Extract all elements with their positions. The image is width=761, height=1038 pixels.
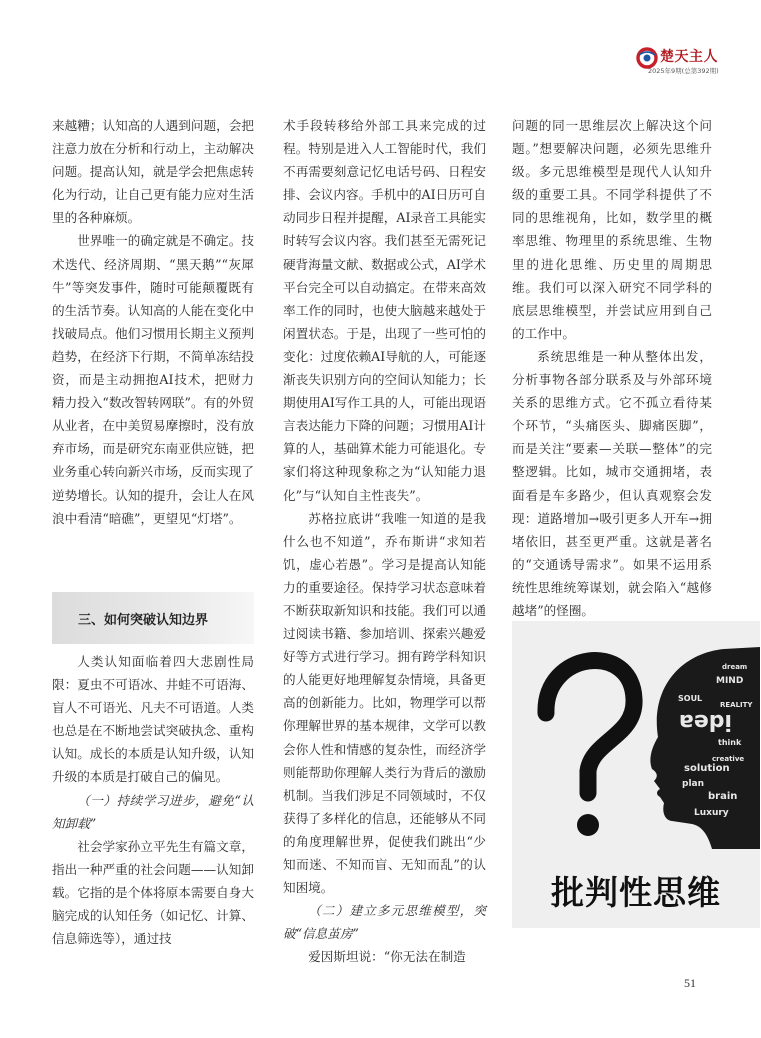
word-label: dream (722, 663, 748, 671)
subheading: （一）持续学习进步，避免“认知卸载” (52, 792, 254, 831)
word-label: brain (708, 791, 738, 802)
paragraph: 问题的同一思维层次上解决这个问题。”想要解决问题，必须先思维升级。多元思维模型是现代人认知升级的重要工具。不同学科提供了不同的思维视角，比如，数学里的概率思维、物理里的系统思维、生物里的进化思维、历史里的周期思维。我们可以深入研究不同学科的底层思维模型，并尝试应用到自己的工作中。 (512, 118, 712, 341)
paragraph: 系统思维是一种从整体出发，分析事物各部分联系及与外部环境关系的思维方式。它不孤立看待某个环节，“头痛医头、脚痛医脚”，而是关注“要素—关联—整体”的完整逻辑。比如，城市交通拥堵，表面看是车多路少，但认真观察会发现：道路增加→吸引更多人开车→拥堵依旧，甚至更严重。这就是著名的“交通诱导需求”。如果不运用系统性思维统筹谋划，就会陷入“越修越堵”的怪圈。 (512, 348, 712, 618)
column-1 (52, 114, 254, 530)
question-dot-icon (577, 814, 599, 836)
magazine-title: 楚天主人 (660, 49, 718, 65)
word-label: Luxury (694, 808, 729, 818)
section-heading-bar (52, 592, 254, 644)
word-label: creative (712, 755, 745, 763)
paragraph: 社会学家孙立平先生有篇文章，指出一种严重的社会问题——认知卸载。它指的是个体将原本需要自身大脑完成的认知任务（如记忆、计算、信息筛选等），通过技 (52, 838, 254, 947)
paragraph: 来越糟；认知高的人遇到问题，会把注意力放在分析和行动上，主动解决问题。提高认知，就是学会把焦虑转化为行动，让自己更有能力应对生活里的各种麻烦。 (52, 118, 254, 226)
magazine-logo (636, 44, 736, 78)
issue-line: 2025年9期(总第392期) (648, 67, 719, 75)
section-heading: 三、如何突破认知边界 (78, 613, 209, 628)
paragraph: 人类认知面临着四大悲剧性局限：夏虫不可语冰、井蛙不可语海、盲人不可语光、凡夫不可语道。人类也总是在不断地尝试突破执念、重构认知。成长的本质是认知升级，认知升级的本质是打破自己的偏见。 (52, 654, 254, 785)
word-label: idea (678, 709, 732, 734)
column-2 (283, 114, 486, 968)
paragraph: 术手段转移给外部工具来完成的过程。特别是进入人工智能时代，我们不再需要刻意记忆电话号码、日程安排、会议内容。手机中的AI日历可自动同步日程并提醒，AI录音工具能实时转写会议内容。我们甚至无需死记硬背海量文献、数据或公式，AI学术平台完全可以自动搞定。在带来高效率工作的同时，也使大脑越来越处于闲置状态。于是，出现了一些可怕的变化：过度依赖AI导航的人，可能逐渐丧失识别方向的空间认知能力；长期使用AI写作工具的人，可能出现语言表达能力下降的问题；习惯用AI计算的人，基础算术能力可能退化。专家们将这种现象称之为“认知能力退化”与“认知自主性丧失”。 (283, 118, 486, 503)
head-silhouette-icon (650, 647, 760, 849)
question-mark-icon (546, 661, 634, 793)
paragraph: 爱因斯坦说：“你无法在制造 (308, 949, 466, 965)
word-label: MIND (716, 676, 744, 686)
paragraph: 苏格拉底讲“我唯一知道的是我什么也不知道”，乔布斯讲“求知若饥，虚心若愚”。学习是提高认知能力的重要途径。保持学习状态意味着不断获取新知识和技能。我们可以通过阅读书籍、参加培训、探索兴趣爱好等方式进行学习。拥有跨学科知识的人能更好地理解复杂情境，具备更高的创新能力。比如，物理学可以帮你理解世界的基本规律，文学可以教会你人性和情感的复杂性，而经济学则能帮助你理解人类行为背后的激励机制。当我们涉足不同领域时，不仅获得了多样化的信息，还能够从不同的角度理解世界，促使我们跳出“少知而迷、不知而盲、无知而乱”的认知困境。 (283, 510, 486, 896)
subheading: （二）建立多元思维模型，突破“信息茧房” (283, 903, 486, 942)
word-label: think (718, 738, 742, 747)
word-label: SOUL (678, 694, 703, 703)
paragraph: 世界唯一的确定就是不确定。技术迭代、经济周期、“黑天鹅”“灰犀牛”等突发事件，随时可能颠覆既有的生活节奏。认知高的人能在变化中找破局点。他们习惯用长期主义预判趋势，在经济下行期，不简单冻结投资，而是主动拥抱AI技术，把财力精力投入“数改智转网联”。有的外贸从业者，在中美贸易摩擦时，没有放弃市场，而是研究东南亚供应链，把业务重心转向新兴市场，反而实现了逆势增长。认知的提升，会让人在风浪中看清“暗礁”，更望见“灯塔”。 (52, 233, 254, 526)
column-3 (512, 114, 712, 645)
word-label: plan (682, 779, 705, 789)
column-1-continued (52, 650, 254, 950)
critical-thinking-illustration (512, 621, 760, 928)
page-number: 51 (684, 976, 696, 990)
word-label: REALITY (720, 701, 753, 709)
word-label: solution (684, 763, 730, 774)
illustration-caption: 批判性思维 (551, 873, 721, 912)
